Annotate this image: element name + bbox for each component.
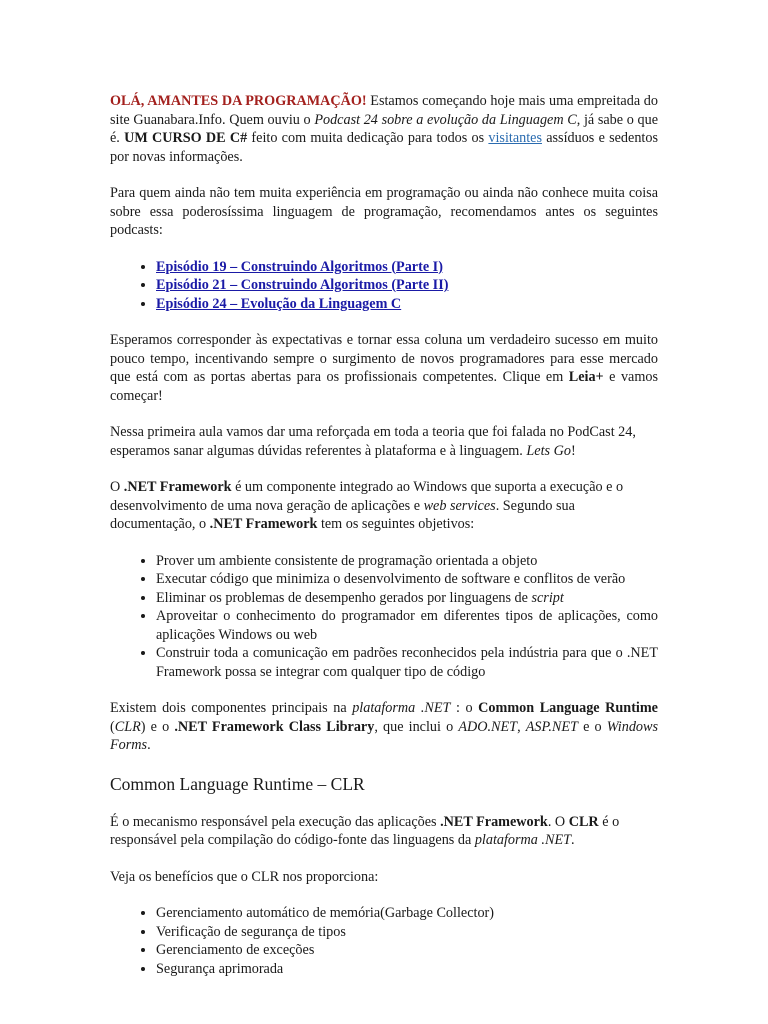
episode-19-link[interactable]: Episódio 19 – Construindo Algoritmos (Parte I) [156,258,443,275]
components-paragraph: Existem dois componentes principais na plataforma .NET : o Common Language Runtime (CLR) e o .NET Framework Class Library, que inclui o ADO.NET, ASP.NET e o Windows Forms. [110,700,659,753]
expectations-paragraph: Esperamos corresponder às expectativas e tornar essa coluna um verdadeiro sucesso em muito pouco tempo, incentivando sempre o surgimento de novos programadores para esse mercado que está com as portas abertas para os profissionais competentes. Clique em Leia+ e vamos começar! [110,332,658,404]
list-item [156,276,658,295]
net-framework-paragraph: O .NET Framework é um componente integrado ao Windows que suporta a execução e o desenvolvimento de uma nova geração de aplicações e web services. Segundo sua documentação, o .NET Framework tem os seguintes objetivos: [110,479,624,532]
list-item: • Prover um ambiente consistente de programação orientada a objeto [156,552,658,571]
list-item: • Gerenciamento de exceções [156,941,658,960]
first-lesson-paragraph: Nessa primeira aula vamos dar uma reforçada em toda a teoria que foi falada no PodCast 24, esperamos sanar algumas dúvidas referentes à plataforma e à linguagem. Lets Go! [110,424,636,459]
benefits-intro: Veja os benefícios que o CLR nos proporciona: [110,868,379,885]
list-item: • Executar código que minimiza o desenvolvimento de software e conflitos de verão [156,570,658,589]
course-title: UM CURSO DE C# [124,130,248,146]
objectives-list [110,552,658,682]
list-item: • Segurança aprimorada [156,960,658,979]
visitors-link[interactable]: visitantes [488,130,542,146]
episode-24-link[interactable]: Episódio 24 – Evolução da Linguagem C [156,295,402,312]
list-item: • Aproveitar o conhecimento do programador em diferentes tipos de aplicações, como aplicações Windows ou web [156,607,658,644]
benefits-list [110,904,658,978]
greeting-text: OLÁ, AMANTES DA PROGRAMAÇÃO! [110,93,367,109]
list-item: • Gerenciamento automático de memória(Garbage Collector) [156,904,658,923]
recommendation-paragraph: Para quem ainda não tem muita experiência em programação ou ainda não conhece muita coisa sobre essa poderosíssima linguagem de programação, recomendamos antes os seguintes podcasts: [110,185,658,238]
podcast-reference: Podcast 24 sobre a evolução da Linguagem C [314,111,577,128]
list-item: • Eliminar os problemas de desempenho gerados por linguagens de script [156,589,658,608]
episode-list [110,258,658,314]
clr-heading: Common Language Runtime – CLR [110,773,365,794]
list-item: • Verificação de segurança de tipos [156,923,658,942]
list-item [156,258,658,277]
episode-21-link[interactable]: Episódio 21 – Construindo Algoritmos (Parte II) [156,277,449,293]
intro-paragraph: OLÁ, AMANTES DA PROGRAMAÇÃO! Estamos começando hoje mais uma empreitada do site Guanabara.Info. Quem ouviu o Podcast 24 sobre a evolução da Linguagem C, já sabe o que é. UM CURSO DE C# feito com muita dedicação para todos os visitantes assíduos e sedentos por novas informações. [110,93,658,165]
list-item: • Construir toda a comunicação em padrões reconhecidos pela indústria para que o .NET Framework possa se integrar com qualquer tipo de código [156,644,658,681]
clr-description-paragraph: É o mecanismo responsável pela execução das aplicações .NET Framework. O CLR é o responsável pela compilação do código-fonte das linguagens da plataforma .NET. [110,813,620,848]
list-item [156,295,658,314]
leia-mais-label: Leia+ [568,369,604,385]
